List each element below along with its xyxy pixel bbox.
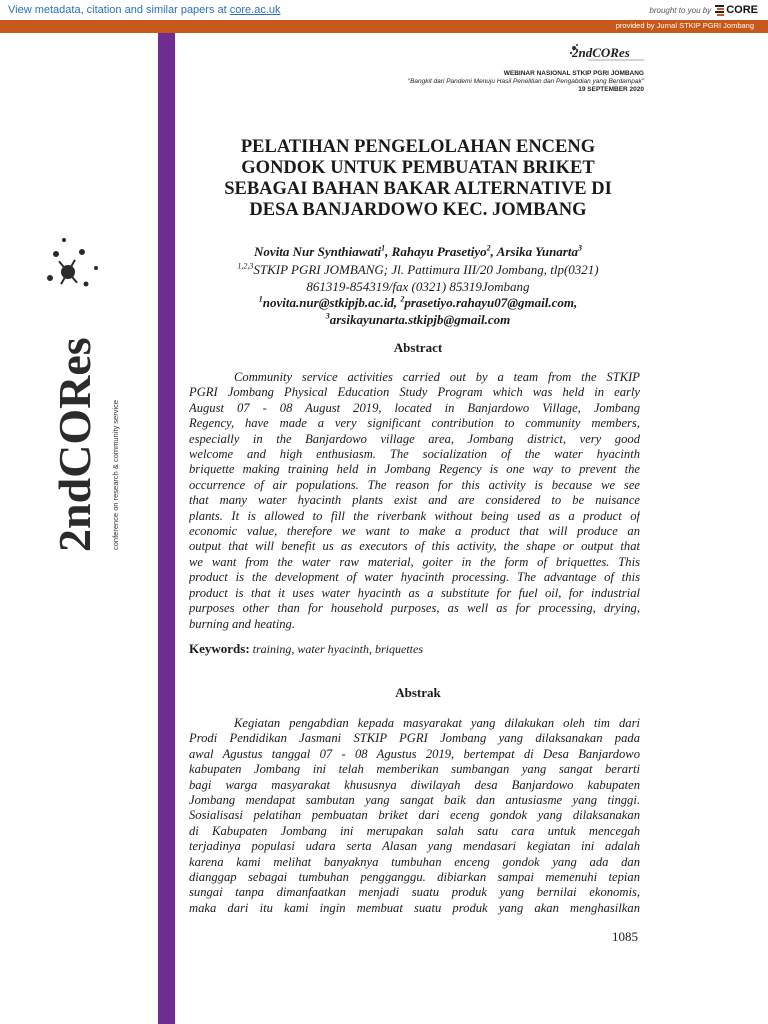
purple-margin-rule — [158, 33, 175, 1024]
core-label: CORE — [726, 4, 758, 16]
author-emails — [190, 294, 646, 328]
abstract-line: welcome and high enthusiasm. The socialization of the water hyacinth — [189, 447, 640, 462]
abstract-line: burning and heating. — [189, 616, 295, 631]
core-logo-icon — [715, 5, 724, 16]
abstract-heading: Abstract — [393, 340, 443, 355]
header-logo-text: 2ndCORes — [572, 45, 630, 60]
affiliation — [190, 261, 646, 295]
abstrak-body — [189, 716, 640, 916]
author-list — [190, 243, 646, 260]
abstrak-line: terjadinya populasi udara serta Alasan yang mendasari kegiatan ini adalah — [189, 839, 640, 854]
abstract-line: plants. It is allowed to fill the riverbank without being used as a product of — [189, 508, 640, 523]
abstract-line: August 07 - 08 August 2019, located in Banjardowo Village, Jombang — [189, 400, 640, 415]
email-sup: 1 — [258, 294, 263, 304]
abstrak-line: di Kabupaten Jombang ini merupakan salah satu cara untuk mencegah — [189, 823, 640, 838]
author-sup: 2 — [486, 243, 491, 253]
abstract-body — [189, 370, 640, 632]
abstract-line: PGRI Jombang Physical Education Study Program which was held in early — [189, 385, 640, 400]
email-sup: 3 — [325, 311, 330, 321]
brought-by-text: brought to you by — [649, 5, 712, 15]
author-name: , Rahayu Prasetiyo — [385, 244, 487, 259]
keywords-value: training, water hyacinth, briquettes — [249, 642, 423, 656]
abstrak-line: kabupaten Jombang ini telah memberikan sumbangan yang sangat berarti — [189, 762, 640, 777]
keywords-label: Keywords: — [189, 641, 250, 656]
provided-by-bar — [0, 20, 768, 33]
keywords — [189, 641, 423, 657]
abstrak-line: maka dari itu kami ingin membuat suatu produk yang akan menghasilkan — [189, 900, 640, 915]
title-line: SEBAGAI BAHAN BAKAR ALTERNATIVE DI — [224, 179, 612, 199]
author-sup: 3 — [577, 243, 582, 253]
conference-header-logo — [568, 42, 646, 64]
side-conference-logo — [38, 232, 128, 562]
conference-theme: "Bangkit dari Pandemi Menuju Hasil Penelitian dan Pengabdian yang Berdampak" — [407, 78, 644, 85]
abstract-line: briquette making training held in Jombang Regency is one way to prevent the — [189, 462, 640, 477]
author-name: , Arsika Yunarta — [490, 244, 578, 259]
abstrak-heading: Abstrak — [395, 685, 441, 700]
page-number: 1085 — [612, 929, 638, 944]
author-name: Novita Nur Synthiawati — [254, 244, 382, 259]
abstrak-line: awal Agustus tanggal 07 - 08 Agustus 2019, bertempat di Desa Banjardowo — [189, 746, 640, 761]
paper-title — [190, 137, 646, 221]
abstract-line: we want from the water raw material, goiter in the form of briquettes. This — [189, 554, 640, 569]
abstract-line: output that will benefit us as executors of this activity, the shape or output that — [189, 539, 640, 554]
abstrak-line: Sosialisasi pelatihan pembuatan briket dari eceng gondok yang dilaksanakan — [189, 808, 640, 823]
abstrak-line: Kegiatan pengabdian kepada masyarakat yang dilakukan oleh tim dari — [234, 716, 640, 730]
title-line: PELATIHAN PENGELOLAHAN ENCENG — [240, 137, 596, 157]
affiliation-line: STKIP PGRI JOMBANG; Jl. Pattimura III/20 Jombang, tlp(0321) — [253, 262, 599, 277]
core-banner — [0, 0, 768, 20]
author-sup: 1 — [381, 243, 386, 253]
abstract-line: especially in the Banjardowo village area, Jombang district, very good — [189, 431, 640, 446]
abstrak-line: karena kami melihat banyaknya tumbuhan enceng gondok yang ada dan — [189, 854, 640, 869]
core-brand[interactable] — [649, 4, 758, 16]
abstrak-line: Jombang mendapat sambutan yang sangat baik dan antusiasme yang tinggi. — [189, 793, 640, 808]
core-link-prefix: View metadata, citation and similar papers at — [8, 4, 230, 16]
email[interactable]: arsikayunarta.stkipjb@gmail.com — [329, 312, 511, 327]
abstract-line: occurrence of air populations. The reason for this activity is because we see — [189, 477, 640, 492]
affiliation-line: 861319-854319/fax (0321) 85319Jombang — [306, 279, 530, 294]
conference-date: 19 SEPTEMBER 2020 — [578, 86, 644, 93]
side-logo-subtitle: conference on research & community service — [111, 399, 120, 550]
abstract-line: Community service activities carried out by a team from the STKIP — [234, 370, 640, 384]
affiliation-sup: 1,2,3 — [237, 261, 254, 271]
email[interactable]: novita.nur@stkipjb.ac.id, — [262, 295, 401, 310]
side-logo-text: 2ndCORes — [49, 337, 100, 552]
core-metadata-link[interactable] — [8, 4, 281, 16]
title-line: DESA BANJARDOWO KEC. JOMBANG — [249, 200, 587, 220]
abstract-line: that many water hyacinth plants exist and are considered to be nuisance — [189, 493, 640, 508]
abstrak-line: dianggap sebagai tumbuhan pengganggu. dibiarkan sampai memenuhi tepian — [189, 870, 640, 885]
core-link-site: core.ac.uk — [229, 4, 281, 16]
core-logo — [715, 4, 758, 16]
abstract-line: purposes other than for household purposes, as well as for processing, drying, — [189, 601, 640, 616]
email[interactable]: prasetiyo.rahayu07@gmail.com, — [404, 295, 578, 310]
abstract-line: Regency, have made a very significant contribution to community members, — [189, 416, 640, 431]
abstrak-line: Prodi Pendidikan Jasmani STKIP PGRI Jombang yang dilaksanakan pada — [189, 731, 640, 746]
abstract-line: product is that it uses water hyacinth as a substitute for fuel oil, for industrial — [189, 585, 640, 600]
title-line: GONDOK UNTUK PEMBUATAN BRIKET — [241, 158, 595, 178]
conference-name: WEBINAR NASIONAL STKIP PGRI JOMBANG — [503, 70, 644, 77]
abstrak-line: sungai tanpa dimanfaatkan menjadi suatu produk yang bernilai ekonomis, — [189, 885, 640, 900]
abstrak-line: bagi warga masyarakat khususnya diwilayah desa Banjardowo kabupaten — [189, 777, 640, 792]
email-sup: 2 — [400, 294, 405, 304]
abstract-line: economic value, therefore we want to make a product that will produce an — [189, 524, 640, 539]
provided-by-text: provided by Jurnal STKIP PGRI Jombang — [615, 21, 754, 30]
abstract-line: product is the development of water hyacinth processing. The advantage of this — [189, 570, 640, 585]
